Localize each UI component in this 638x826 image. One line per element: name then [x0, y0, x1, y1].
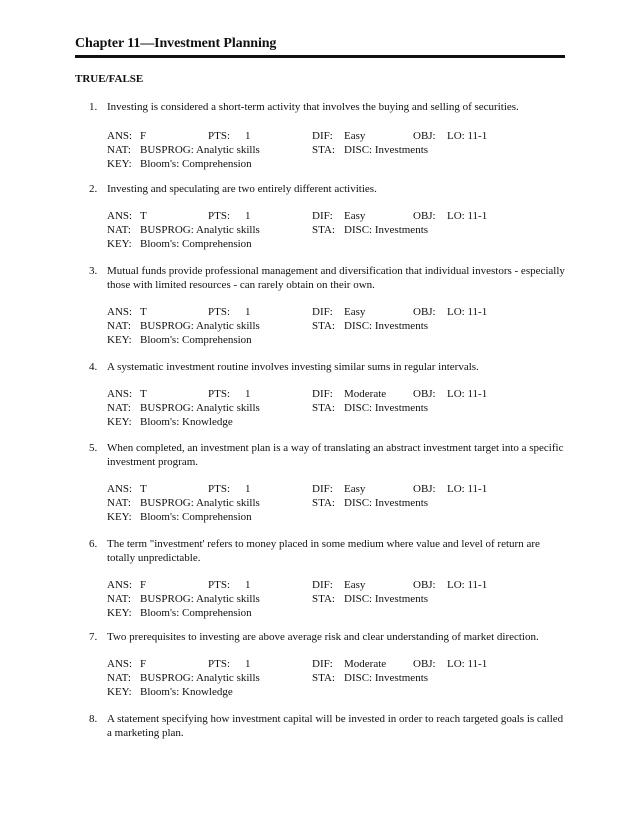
- key-label: KEY:: [107, 158, 132, 171]
- key-value: Bloom's: Comprehension: [140, 511, 252, 524]
- metadata-row-key: [107, 685, 567, 699]
- question-text: Two prerequisites to investing are above average risk and clear understanding of market direction.: [107, 631, 539, 643]
- metadata-row-nat: [107, 496, 567, 510]
- sta-value: DISC: Investments: [344, 497, 429, 510]
- nat-label: NAT:: [107, 144, 131, 157]
- pts-value: 1: [245, 483, 251, 495]
- sta-label: STA:: [312, 497, 335, 510]
- answer-metadata: [107, 578, 567, 621]
- ans-value: F: [140, 658, 147, 670]
- metadata-row-nat: [107, 319, 567, 333]
- metadata-row-ans: [107, 305, 567, 319]
- pts-label: PTS:: [208, 579, 231, 591]
- question-text: The term "investment' refers to money placed in some medium where value and level of return are totally unpredictable.: [107, 538, 540, 565]
- section-heading: TRUE/FALSE: [75, 73, 144, 85]
- ans-label: ANS:: [107, 388, 133, 400]
- obj-label: OBJ:: [413, 130, 436, 142]
- nat-value: BUSPROG: Analytic skills: [140, 224, 260, 237]
- question-text: Mutual funds provide professional management and diversification that individual investors - especially those with limited resources - can rarely obtain on their own.: [107, 265, 565, 292]
- metadata-row-nat: [107, 223, 567, 237]
- question-number: 6.: [89, 538, 98, 550]
- dif-value: Easy: [344, 210, 366, 222]
- question-text: A statement specifying how investment capital will be invested in order to reach targeted goals is called a marketing plan.: [107, 713, 564, 740]
- question-text: Investing and speculating are two entirely different activities.: [107, 183, 377, 195]
- metadata-row-key: [107, 333, 567, 347]
- pts-label: PTS:: [208, 388, 231, 400]
- sta-value: DISC: Investments: [344, 402, 429, 415]
- obj-value: LO: 11-1: [447, 130, 488, 142]
- ans-value: F: [140, 130, 147, 142]
- ans-label: ANS:: [107, 579, 133, 591]
- sta-label: STA:: [312, 144, 335, 157]
- metadata-row-ans: [107, 129, 567, 143]
- key-label: KEY:: [107, 416, 132, 429]
- metadata-row-key: [107, 157, 567, 171]
- answer-metadata: [107, 657, 567, 700]
- obj-value: LO: 11-1: [447, 579, 488, 591]
- dif-label: DIF:: [312, 658, 333, 670]
- metadata-row-ans: [107, 578, 567, 592]
- pts-label: PTS:: [208, 658, 231, 670]
- metadata-row-key: [107, 510, 567, 524]
- pts-label: PTS:: [208, 306, 231, 318]
- key-value: Bloom's: Comprehension: [140, 334, 252, 347]
- nat-value: BUSPROG: Analytic skills: [140, 402, 260, 415]
- key-value: Bloom's: Knowledge: [140, 686, 233, 699]
- ans-label: ANS:: [107, 483, 133, 495]
- question-text: When completed, an investment plan is a way of translating an abstract investment target into a specific investment program.: [107, 442, 564, 469]
- dif-value: Moderate: [344, 658, 387, 670]
- sta-value: DISC: Investments: [344, 593, 429, 606]
- answer-metadata: [107, 482, 567, 525]
- key-value: Bloom's: Comprehension: [140, 607, 252, 620]
- ans-value: T: [140, 306, 147, 318]
- metadata-row-key: [107, 606, 567, 620]
- pts-value: 1: [245, 210, 251, 222]
- metadata-row-nat: [107, 143, 567, 157]
- key-value: Bloom's: Comprehension: [140, 158, 252, 171]
- pts-value: 1: [245, 388, 251, 400]
- metadata-row-key: [107, 415, 567, 429]
- nat-value: BUSPROG: Analytic skills: [140, 593, 260, 606]
- pts-label: PTS:: [208, 483, 231, 495]
- ans-label: ANS:: [107, 130, 133, 142]
- pts-value: 1: [245, 658, 251, 670]
- obj-value: LO: 11-1: [447, 658, 488, 670]
- nat-label: NAT:: [107, 224, 131, 237]
- question-number: 8.: [89, 713, 98, 725]
- key-label: KEY:: [107, 686, 132, 699]
- dif-label: DIF:: [312, 210, 333, 222]
- question-number: 7.: [89, 631, 98, 643]
- dif-label: DIF:: [312, 483, 333, 495]
- answer-metadata: [107, 129, 567, 172]
- nat-label: NAT:: [107, 672, 131, 685]
- ans-value: T: [140, 388, 147, 400]
- ans-value: T: [140, 210, 147, 222]
- answer-metadata: [107, 387, 567, 430]
- dif-value: Easy: [344, 130, 366, 142]
- header-rule: [75, 55, 565, 58]
- question-number: 4.: [89, 361, 98, 373]
- obj-label: OBJ:: [413, 210, 436, 222]
- obj-label: OBJ:: [413, 306, 436, 318]
- answer-metadata: [107, 305, 567, 348]
- ans-label: ANS:: [107, 210, 133, 222]
- metadata-row-nat: [107, 401, 567, 415]
- ans-label: ANS:: [107, 306, 133, 318]
- sta-label: STA:: [312, 224, 335, 237]
- sta-label: STA:: [312, 672, 335, 685]
- obj-value: LO: 11-1: [447, 483, 488, 495]
- sta-value: DISC: Investments: [344, 224, 429, 237]
- sta-value: DISC: Investments: [344, 320, 429, 333]
- key-value: Bloom's: Comprehension: [140, 238, 252, 251]
- nat-label: NAT:: [107, 320, 131, 333]
- dif-label: DIF:: [312, 130, 333, 142]
- chapter-title: Chapter 11—Investment Planning: [75, 36, 277, 51]
- metadata-row-nat: [107, 592, 567, 606]
- obj-label: OBJ:: [413, 658, 436, 670]
- nat-value: BUSPROG: Analytic skills: [140, 672, 260, 685]
- question-number: 3.: [89, 265, 98, 277]
- pts-value: 1: [245, 130, 251, 142]
- dif-value: Easy: [344, 579, 366, 591]
- sta-label: STA:: [312, 320, 335, 333]
- obj-label: OBJ:: [413, 388, 436, 400]
- sta-value: DISC: Investments: [344, 672, 429, 685]
- question-text: A systematic investment routine involves investing similar sums in regular intervals.: [107, 361, 479, 373]
- ans-label: ANS:: [107, 658, 133, 670]
- nat-label: NAT:: [107, 402, 131, 415]
- dif-label: DIF:: [312, 579, 333, 591]
- obj-label: OBJ:: [413, 483, 436, 495]
- pts-label: PTS:: [208, 130, 231, 142]
- nat-label: NAT:: [107, 593, 131, 606]
- question-number: 2.: [89, 183, 98, 195]
- question-number: 1.: [89, 101, 98, 113]
- pts-label: PTS:: [208, 210, 231, 222]
- answer-metadata: [107, 209, 567, 252]
- key-value: Bloom's: Knowledge: [140, 416, 233, 429]
- question-number: 5.: [89, 442, 98, 454]
- ans-value: F: [140, 579, 147, 591]
- dif-value: Easy: [344, 306, 366, 318]
- metadata-row-ans: [107, 482, 567, 496]
- key-label: KEY:: [107, 607, 132, 620]
- ans-value: T: [140, 483, 147, 495]
- dif-label: DIF:: [312, 306, 333, 318]
- pts-value: 1: [245, 306, 251, 318]
- key-label: KEY:: [107, 238, 132, 251]
- nat-value: BUSPROG: Analytic skills: [140, 144, 260, 157]
- dif-label: DIF:: [312, 388, 333, 400]
- nat-label: NAT:: [107, 497, 131, 510]
- obj-value: LO: 11-1: [447, 388, 488, 400]
- key-label: KEY:: [107, 334, 132, 347]
- metadata-row-ans: [107, 657, 567, 671]
- key-label: KEY:: [107, 511, 132, 524]
- dif-value: Easy: [344, 483, 366, 495]
- nat-value: BUSPROG: Analytic skills: [140, 320, 260, 333]
- pts-value: 1: [245, 579, 251, 591]
- obj-value: LO: 11-1: [447, 210, 488, 222]
- dif-value: Moderate: [344, 388, 387, 400]
- metadata-row-ans: [107, 387, 567, 401]
- sta-value: DISC: Investments: [344, 144, 429, 157]
- nat-value: BUSPROG: Analytic skills: [140, 497, 260, 510]
- question-text: Investing is considered a short-term activity that involves the buying and selling of securities.: [107, 101, 519, 113]
- metadata-row-nat: [107, 671, 567, 685]
- sta-label: STA:: [312, 402, 335, 415]
- obj-label: OBJ:: [413, 579, 436, 591]
- sta-label: STA:: [312, 593, 335, 606]
- metadata-row-ans: [107, 209, 567, 223]
- obj-value: LO: 11-1: [447, 306, 488, 318]
- metadata-row-key: [107, 237, 567, 251]
